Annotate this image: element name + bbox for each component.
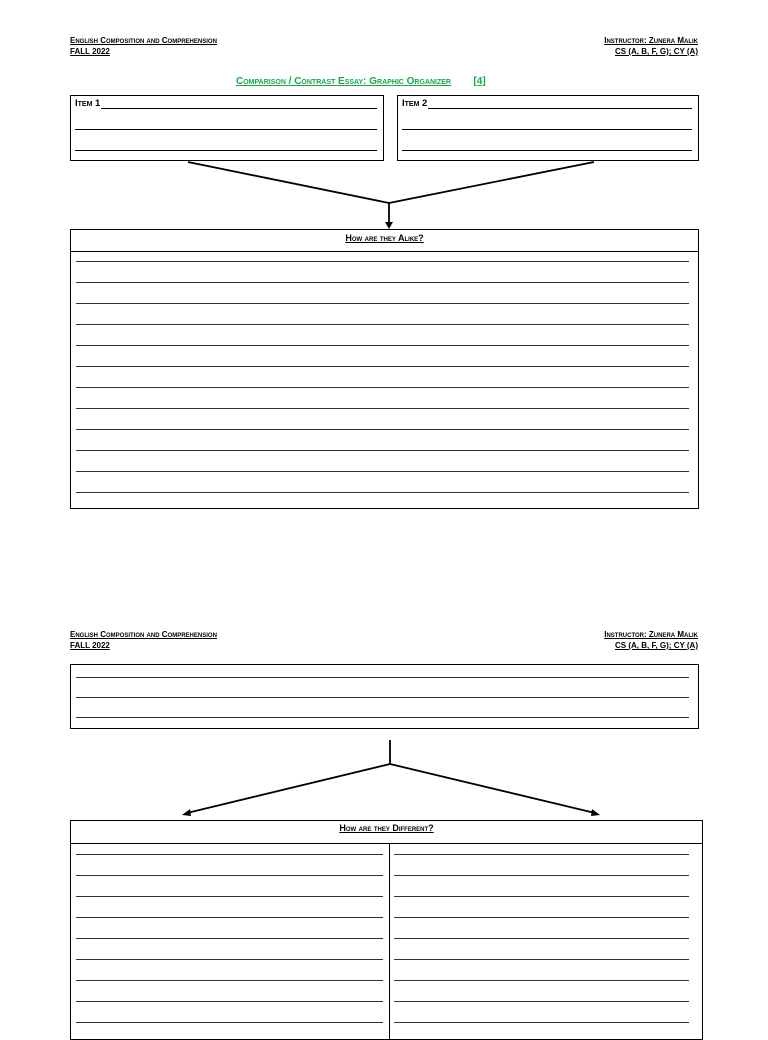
alike-writing-line [76, 282, 689, 283]
column-divider [389, 843, 390, 1039]
item1-line-1 [75, 108, 377, 109]
difference-line-left [76, 896, 383, 897]
difference-line-right [394, 1022, 689, 1023]
alike-writing-line [76, 471, 689, 472]
item1-line-3 [75, 150, 377, 151]
difference-line-left [76, 1022, 383, 1023]
item2-line-2 [402, 129, 692, 130]
alike-heading-divider [71, 251, 698, 252]
difference-line-right [394, 896, 689, 897]
right-arrow-head [591, 809, 600, 816]
right-split-line [390, 764, 595, 813]
course-title-p2: English Composition and Comprehension [70, 630, 217, 639]
difference-line-right [394, 1001, 689, 1002]
alike-writing-line [76, 450, 689, 451]
thesis-line [76, 717, 689, 718]
term-label: FALL 2022 [70, 47, 110, 56]
alike-writing-line [76, 492, 689, 493]
left-arrow-head [182, 809, 191, 816]
page-title [236, 71, 486, 89]
alike-writing-line [76, 408, 689, 409]
difference-line-right [394, 938, 689, 939]
down-arrow-head [385, 222, 393, 229]
alike-writing-line [76, 303, 689, 304]
difference-line-left [76, 938, 383, 939]
difference-line-left [76, 1001, 383, 1002]
item2-box[interactable] [397, 95, 699, 161]
difference-line-right [394, 875, 689, 876]
alike-writing-line [76, 345, 689, 346]
thesis-box[interactable] [70, 664, 699, 729]
alike-writing-line [76, 387, 689, 388]
item1-box[interactable] [70, 95, 384, 161]
instructor-label-p2: Instructor: Zunera Malik [604, 630, 698, 639]
instructor-label: Instructor: Zunera Malik [604, 36, 698, 45]
difference-line-right [394, 959, 689, 960]
sections-label-p2: CS (A, B, F, G); CY (A) [615, 641, 698, 650]
different-heading: How are they Different? [339, 823, 434, 833]
different-heading-divider [71, 843, 702, 844]
sections-label: CS (A, B, F, G); CY (A) [615, 47, 698, 56]
marks-label: [4] [473, 76, 486, 87]
term-label-p2: FALL 2022 [70, 641, 110, 650]
item2-line-1 [402, 108, 692, 109]
alike-writing-line [76, 261, 689, 262]
difference-line-right [394, 980, 689, 981]
course-title: English Composition and Comprehension [70, 36, 217, 45]
left-connector-line [188, 162, 389, 203]
alike-writing-line [76, 366, 689, 367]
difference-line-left [76, 959, 383, 960]
alike-writing-line [76, 429, 689, 430]
difference-line-left [76, 980, 383, 981]
item1-line-2 [75, 129, 377, 130]
difference-line-right [394, 917, 689, 918]
organizer-title: Comparison / Contrast Essay: Graphic Organizer [236, 76, 451, 87]
difference-line-left [76, 854, 383, 855]
different-box[interactable] [70, 820, 703, 1040]
alike-heading: How are they Alike? [345, 233, 424, 243]
alike-box[interactable] [70, 229, 699, 509]
right-connector-line [389, 162, 594, 203]
difference-line-left [76, 875, 383, 876]
difference-line-left [76, 917, 383, 918]
left-split-line [187, 764, 390, 813]
item2-line-3 [402, 150, 692, 151]
thesis-line [76, 697, 689, 698]
alike-writing-line [76, 324, 689, 325]
item1-label: Item 1 [75, 98, 101, 109]
difference-line-right [394, 854, 689, 855]
item2-label: Item 2 [402, 98, 428, 109]
thesis-line [76, 677, 689, 678]
